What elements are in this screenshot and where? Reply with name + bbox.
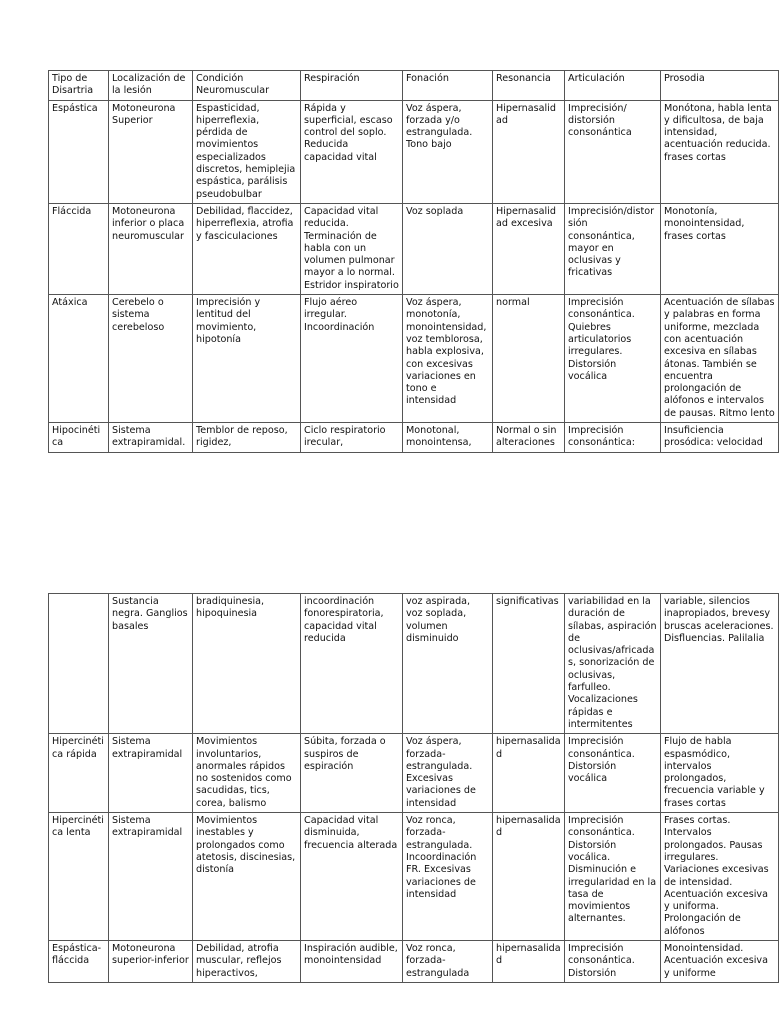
table-cell: Cerebelo o sistema cerebeloso — [109, 295, 193, 423]
table-cell: Frases cortas. Intervalos prolongados. Pausas irregulares. Variaciones excesivas de intensidad. Acentuación excesiva y uniforma. Prolongación de alófonos — [661, 813, 779, 941]
header-respiracion: Respiración — [301, 71, 403, 101]
table-cell: Espasticidad, hiperreflexia, pérdida de movimientos especializados discretos, hemiplejia espástica, parálisis pseudobulbar — [193, 100, 301, 203]
disartria-table-top — [48, 70, 779, 453]
table-cell: Voz ronca, forzada-estrangulada — [403, 941, 493, 983]
table-cell: Hipocinética — [49, 423, 109, 453]
table-row — [49, 734, 779, 813]
header-prosodia: Prosodia — [661, 71, 779, 101]
table-cell: incoordinación fonorespiratoria, capacidad vital reducida — [301, 594, 403, 734]
table-cell: Monotonal, monointensa, — [403, 423, 493, 453]
table-cell: Debilidad, flaccidez, hiperreflexia, atrofia y fasciculaciones — [193, 203, 301, 294]
table-cell: Imprecisión/distorsión consonántica, mayor en oclusivas y fricativas — [565, 203, 661, 294]
table-cell: Sistema extrapiramidal — [109, 734, 193, 813]
table-cell: Normal o sin alteraciones — [493, 423, 565, 453]
table-cell: Imprecisión consonántica. Distorsión — [565, 941, 661, 983]
header-fonacion: Fonación — [403, 71, 493, 101]
table-cell: Súbita, forzada o suspiros de espiración — [301, 734, 403, 813]
table-row — [49, 941, 779, 983]
table-cell: Voz áspera, forzada y/o estrangulada. Tono bajo — [403, 100, 493, 203]
table-cell: Flujo de habla espasmódico, intervalos prolongados, frecuencia variable y frases cortas — [661, 734, 779, 813]
table-cell: Inspiración audible, monointensidad — [301, 941, 403, 983]
table-cell: bradiquinesia, hipoquinesia — [193, 594, 301, 734]
table-header-row — [49, 71, 779, 101]
table-cell: Temblor de reposo, rigidez, — [193, 423, 301, 453]
table-row — [49, 813, 779, 941]
table-cell: Movimientos involuntarios, anormales rápidos no sostenidos como sacudidas, tics, corea, balismo — [193, 734, 301, 813]
table-cell: Imprecisión consonántica. Distorsión vocálica — [565, 734, 661, 813]
table-row — [49, 423, 779, 453]
table-cell: significativas — [493, 594, 565, 734]
table-cell: Atáxica — [49, 295, 109, 423]
table-cell: Motoneurona Superior — [109, 100, 193, 203]
table-cell: Motoneurona superior-inferior — [109, 941, 193, 983]
table-cell: Voz áspera, forzada-estrangulada. Excesivas variaciones de intensidad — [403, 734, 493, 813]
table-cell: Sistema extrapiramidal — [109, 813, 193, 941]
table-cell: Fláccida — [49, 203, 109, 294]
table-cell: Imprecisión y lentitud del movimiento, hipotonía — [193, 295, 301, 423]
table-cell: Sistema extrapiramidal. — [109, 423, 193, 453]
table-cell: Sustancia negra. Ganglios basales — [109, 594, 193, 734]
table-cell: Flujo aéreo irregular. Incoordinación — [301, 295, 403, 423]
table-cell: Ciclo respiratorio irecular, — [301, 423, 403, 453]
table-row — [49, 203, 779, 294]
table-cell: Acentuación de sílabas y palabras en forma uniforme, mezclada con acentuación excesiva en sílabas átonas. También se encuentra prolongación de alófonos e intervalos de pausas. Ritmo lento — [661, 295, 779, 423]
table-cell: Espástica — [49, 100, 109, 203]
table-cell: Rápida y superficial, escaso control del soplo. Reducida capacidad vital — [301, 100, 403, 203]
table-cell: Debilidad, atrofia muscular, reflejos hiperactivos, — [193, 941, 301, 983]
header-tipo: Tipo de Disartria — [49, 71, 109, 101]
table-cell: Insuficiencia prosódica: velocidad — [661, 423, 779, 453]
table-cell: Capacidad vital reducida. Terminación de habla con un volumen pulmonar mayor a lo normal. Estridor inspiratorio — [301, 203, 403, 294]
table-cell: Imprecisión consonántica: — [565, 423, 661, 453]
table-cell: Monotonía, monointensidad, frases cortas — [661, 203, 779, 294]
header-condicion: Condición Neuromuscular — [193, 71, 301, 101]
table-cell: Voz soplada — [403, 203, 493, 294]
table-cell: Hipercinética rápida — [49, 734, 109, 813]
table-cell: Hipernasalidad excesiva — [493, 203, 565, 294]
table-cell: voz aspirada, voz soplada, volumen disminuido — [403, 594, 493, 734]
table-cell: hipernasalidad — [493, 813, 565, 941]
table-cell: hipernasalidad — [493, 734, 565, 813]
table-cell: Hipercinética lenta — [49, 813, 109, 941]
table-cell: Motoneurona inferior o placa neuromuscular — [109, 203, 193, 294]
table-row — [49, 100, 779, 203]
table-cell: Imprecisión/ distorsión consonántica — [565, 100, 661, 203]
table-cell: Espástica-fláccida — [49, 941, 109, 983]
table-cell: Movimientos inestables y prolongados como atetosis, discinesias, distonía — [193, 813, 301, 941]
table-cell: Capacidad vital disminuida, frecuencia alterada — [301, 813, 403, 941]
table-cell: Voz áspera, monotonía, monointensidad, voz temblorosa, habla explosiva, con excesivas variaciones en tono e intensidad — [403, 295, 493, 423]
header-localizacion: Localización de la lesión — [109, 71, 193, 101]
table-cell: Hipernasalidad — [493, 100, 565, 203]
table-cell: Voz ronca, forzada-estrangulada. Incoordinación FR. Excesivas variaciones de intensidad — [403, 813, 493, 941]
table-cell: Monointensidad. Acentuación excesiva y uniforme — [661, 941, 779, 983]
header-resonancia: Resonancia — [493, 71, 565, 101]
table-cell: variable, silencios inapropiados, brevesy bruscas aceleraciones. Disfluencias. Palilalia — [661, 594, 779, 734]
table-cell: variabilidad en la duración de sílabas, aspiración de oclusivas/africadas, sonorización de oclusivas, farfulleo. Vocalizaciones rápidas e intermitentes — [565, 594, 661, 734]
table-cell: Imprecisión consonántica. Distorsión vocálica. Disminución e irregularidad en la tasa de movimientos alternantes. — [565, 813, 661, 941]
table-row — [49, 594, 779, 734]
header-articulacion: Articulación — [565, 71, 661, 101]
disartria-table-bottom — [48, 593, 779, 983]
table-cell: Monótona, habla lenta y dificultosa, de baja intensidad, acentuación reducida. frases cortas — [661, 100, 779, 203]
table-cell: hipernasalidad — [493, 941, 565, 983]
table-row — [49, 295, 779, 423]
table-cell — [49, 594, 109, 734]
table-cell: Imprecisión consonántica. Quiebres articulatorios irregulares. Distorsión vocálica — [565, 295, 661, 423]
table-cell: normal — [493, 295, 565, 423]
